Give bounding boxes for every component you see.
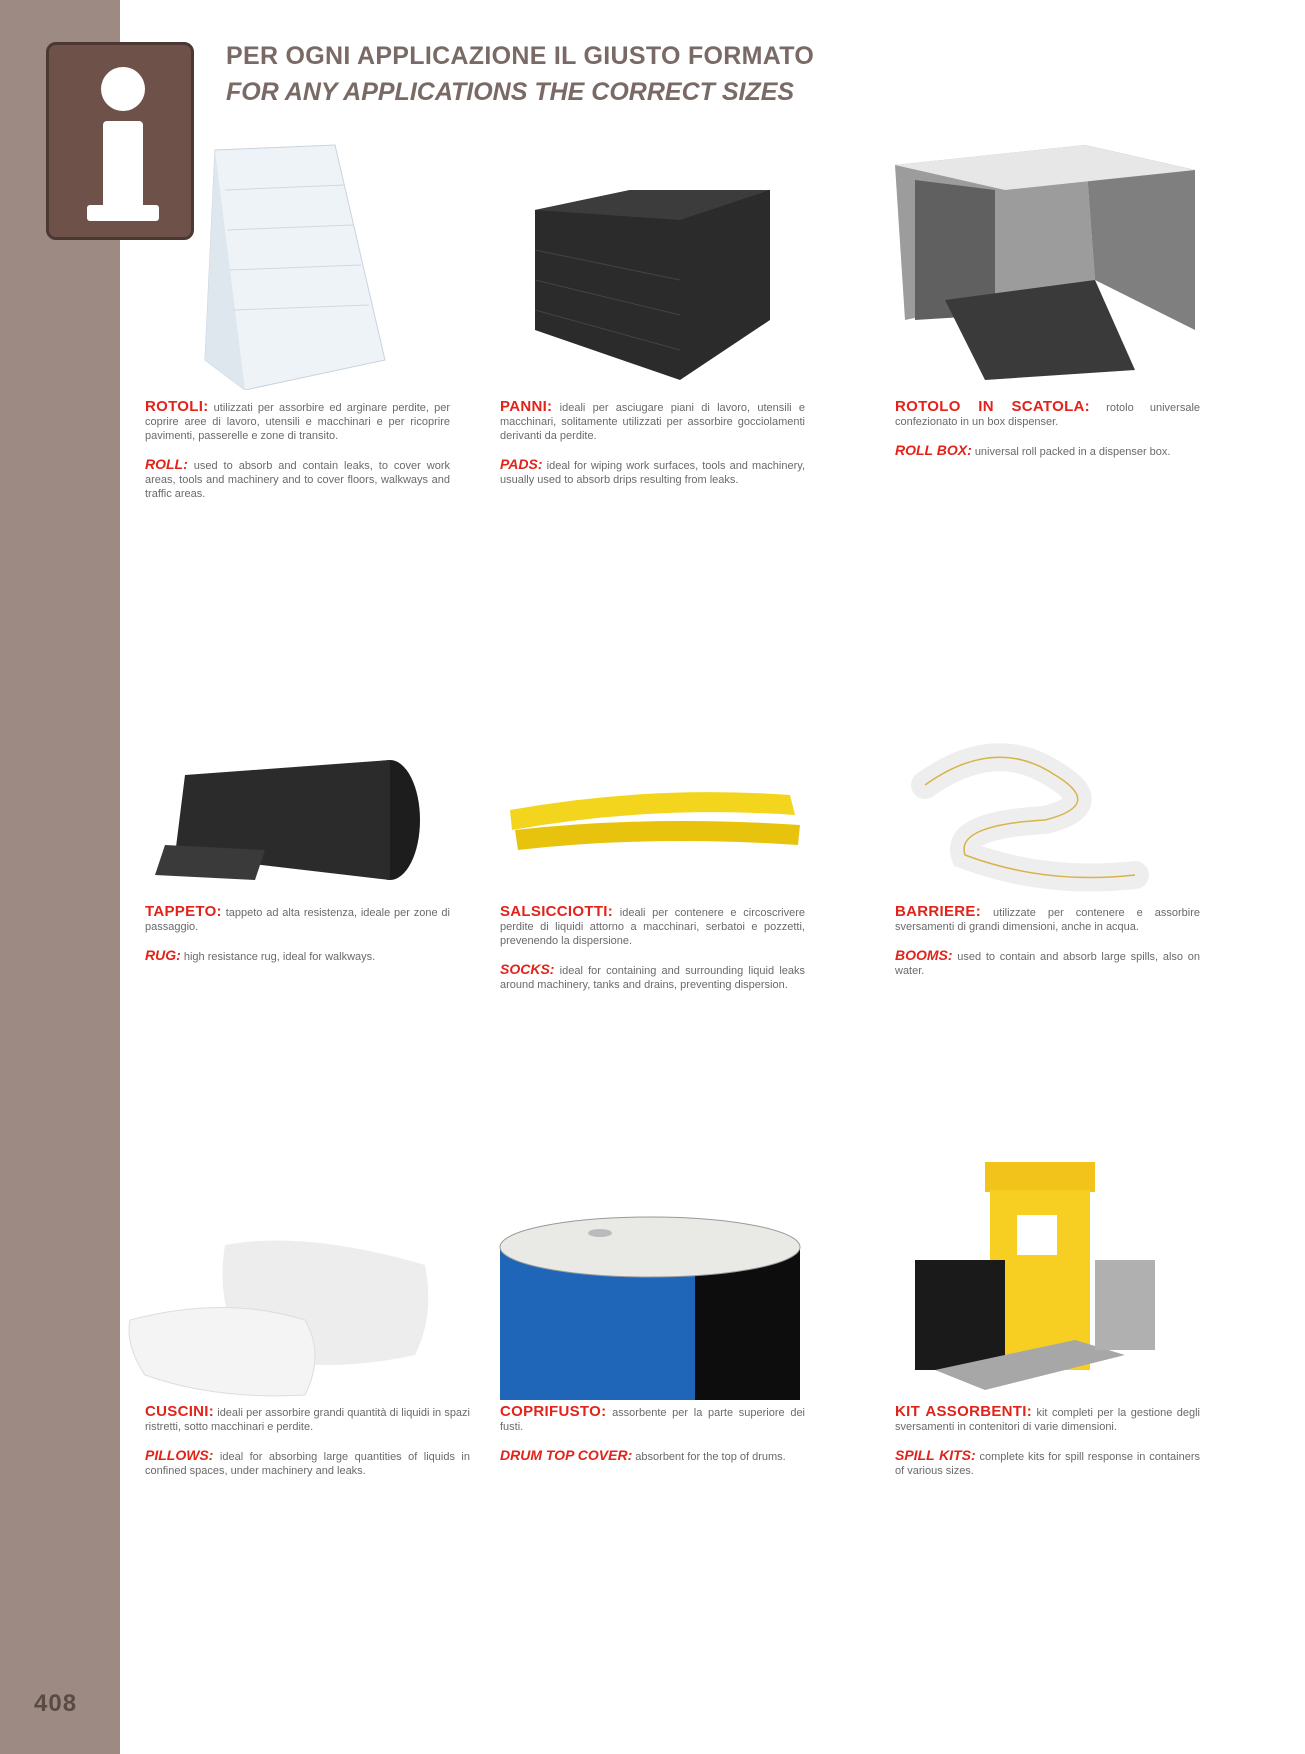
- product-desc-it: kit completi per la gestione degli sversamenti in contenitori di varie dimensioni.: [895, 1407, 1201, 1433]
- product-desc-en: ideal for absorbing large quantities of liquids in confined spaces, under machinery and leaks.: [145, 1451, 470, 1477]
- product-desc-it: rotolo universale confezionato in un box dispenser.: [895, 402, 1201, 428]
- product-title-en: ROLL:: [145, 456, 188, 472]
- spill-kit-image: [895, 1150, 1200, 1390]
- product-desc-it: ideali per assorbire grandi quantità di liquidi in spazi ristretti, sotto macchinari e perdite.: [145, 1407, 470, 1433]
- product-title-it: ROTOLI:: [145, 398, 209, 415]
- product-title-en: PADS:: [500, 456, 543, 472]
- booms-image: [895, 735, 1200, 895]
- product-title-it: ROTOLO IN SCATOLA:: [895, 398, 1090, 415]
- pillows-image: [125, 1225, 455, 1405]
- product-title-en: SOCKS:: [500, 961, 555, 977]
- pads-image: [500, 130, 805, 390]
- product-title-en: DRUM TOP COVER:: [500, 1447, 633, 1463]
- product-title-it: TAPPETO:: [145, 903, 222, 920]
- drum-image: [495, 1215, 805, 1405]
- product-desc-en: high resistance rug, ideal for walkways.: [183, 951, 376, 963]
- roll-image: [145, 130, 450, 390]
- page-title-en: FOR ANY APPLICATIONS THE CORRECT SIZES: [226, 78, 795, 106]
- product-title-en: PILLOWS:: [145, 1447, 214, 1463]
- product-title-it: COPRIFUSTO:: [500, 1403, 607, 1420]
- product-title-en: SPILL KITS:: [895, 1447, 976, 1463]
- product-desc-en: ideal for containing and surrounding liquid leaks around machinery, tanks and drains, preventing dispersion.: [500, 965, 805, 991]
- product-title-en: ROLL BOX:: [895, 442, 972, 458]
- product-desc-en: complete kits for spill response in containers of various sizes.: [895, 1451, 1200, 1477]
- product-desc-it: utilizzate per contenere e assorbire sversamenti di grandi dimensioni, anche in acqua.: [895, 907, 1200, 933]
- product-desc-it: tappeto ad alta resistenza, ideale per zone di passaggio.: [145, 907, 450, 933]
- product-title-it: CUSCINI:: [145, 1403, 215, 1420]
- product-desc-en: universal roll packed in a dispenser box.: [974, 446, 1171, 458]
- product-desc-en: ideal for wiping work surfaces, tools and machinery, usually used to absorb drips resulting from leaks.: [500, 460, 806, 486]
- sidebar-band: [0, 0, 120, 1754]
- product-desc-en: used to absorb and contain leaks, to cover work areas, tools and machinery and to cover floors, walkways and traffic areas.: [145, 460, 450, 500]
- roll-box-image: [895, 130, 1200, 390]
- rug-image: [145, 735, 450, 895]
- product-desc-en: absorbent for the top of drums.: [635, 1451, 786, 1463]
- page-title-it: PER OGNI APPLICAZIONE IL GIUSTO FORMATO: [226, 42, 815, 70]
- product-desc-it: assorbente per la parte superiore dei fusti.: [500, 1407, 806, 1433]
- product-title-en: RUG:: [145, 947, 181, 963]
- product-desc-it: ideali per contenere e circoscrivere perdite di liquidi attorno a macchinari, serbatoi e pozzetti, prevenendo la dispersione.: [500, 907, 805, 947]
- product-desc-it: ideali per asciugare piani di lavoro, utensili e macchinari, solitamente utilizzati per assorbire gocciolamenti derivanti da perdite.: [500, 402, 805, 442]
- socks-image: [500, 735, 805, 895]
- product-title-it: KIT ASSORBENTI:: [895, 1403, 1033, 1420]
- product-title-it: BARRIERE:: [895, 903, 982, 920]
- product-title-en: BOOMS:: [895, 947, 953, 963]
- product-desc-en: used to contain and absorb large spills, also on water.: [895, 951, 1200, 977]
- product-title-it: PANNI:: [500, 398, 553, 415]
- product-title-it: SALSICCIOTTI:: [500, 903, 614, 920]
- page-number: 408: [34, 1690, 78, 1717]
- product-desc-it: utilizzati per assorbire ed arginare perdite, per coprire aree di lavoro, utensili e macchinari e per ricoprire pavimenti, passerelle e zone di transito.: [145, 402, 450, 442]
